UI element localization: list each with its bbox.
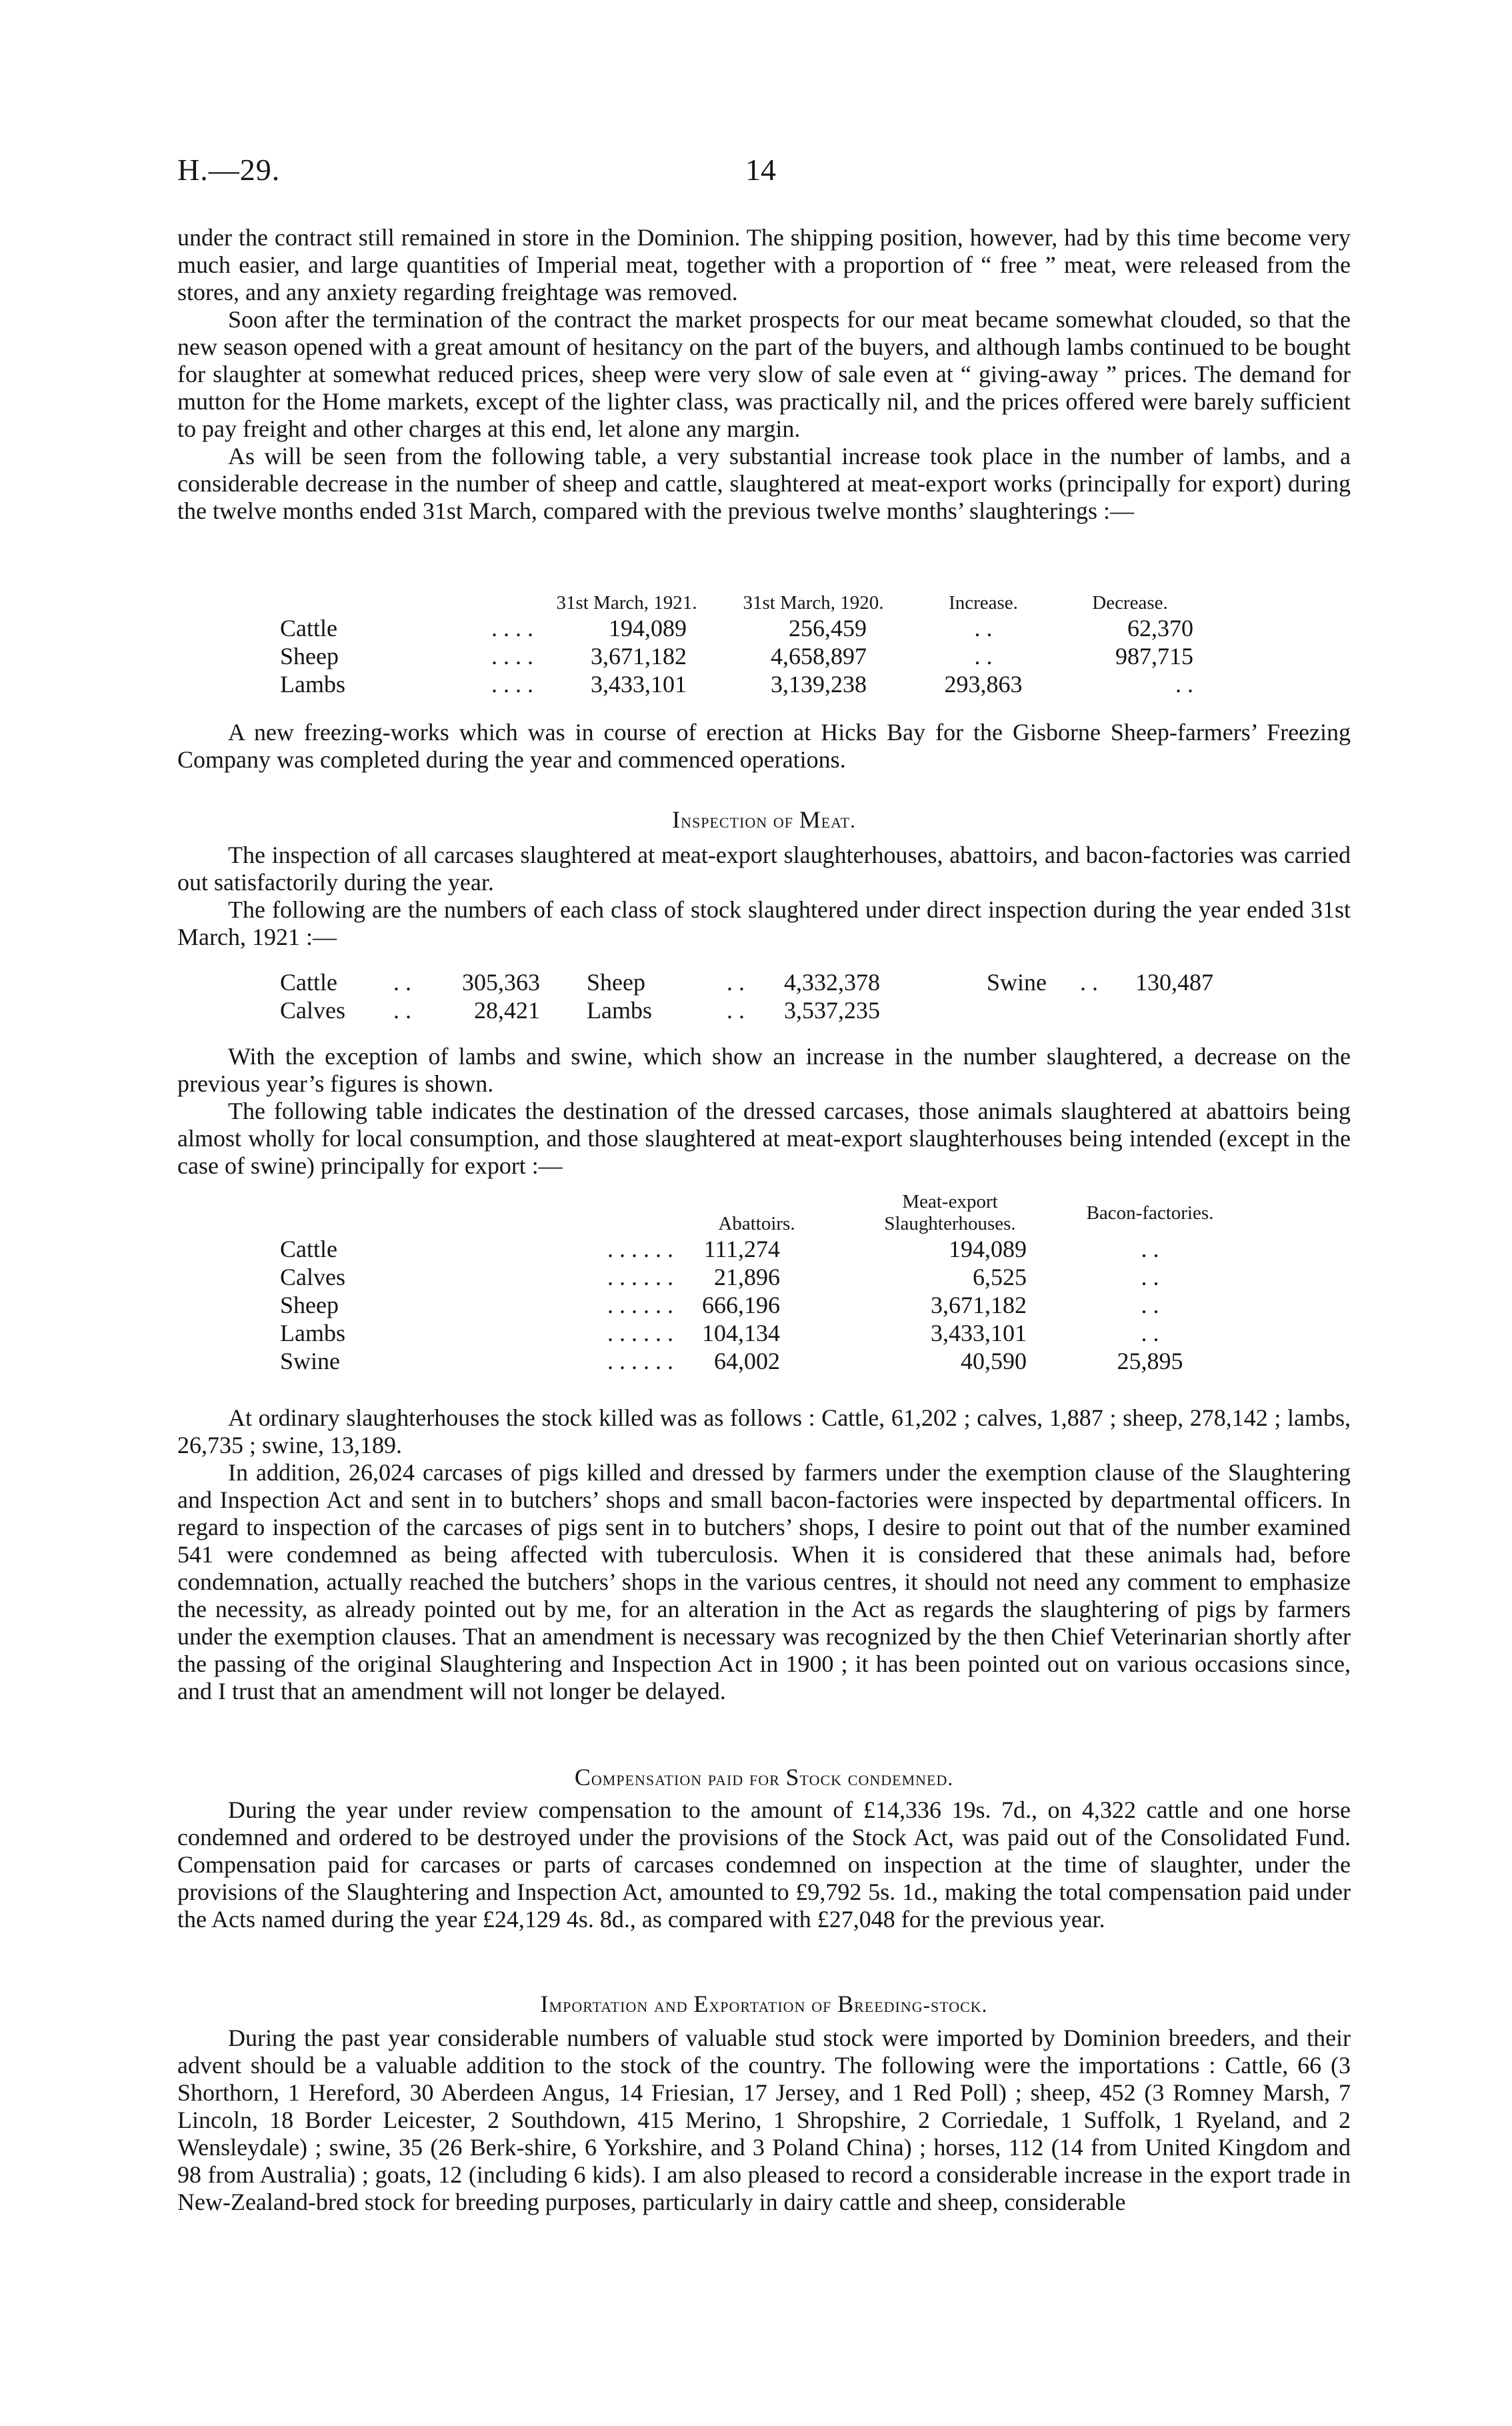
paragraph: At ordinary slaughterhouses the stock killed was as follows : Cattle, 61,202 ; calves, 1,887 ; sheep, 278,142 ; lambs, 26,735 ; swine, 13,189. bbox=[177, 1404, 1351, 1458]
cell-value: . . bbox=[974, 643, 993, 670]
cell-value: 3,537,235 bbox=[784, 997, 880, 1024]
paragraph: The following are the numbers of each class of stock slaughtered under direct inspection during the year ended 31st March, 1921 :— bbox=[177, 896, 1351, 950]
cell-value: . . bbox=[974, 615, 993, 642]
leader-dots: . . bbox=[393, 969, 411, 996]
leader-dots: . . bbox=[1080, 969, 1098, 996]
cell-value: 104,134 bbox=[702, 1320, 780, 1346]
cell-value: 4,658,897 bbox=[771, 643, 867, 670]
row-label: Cattle bbox=[280, 969, 337, 996]
row-label: Cattle bbox=[280, 1236, 337, 1262]
cell-value: 3,139,238 bbox=[771, 671, 867, 698]
cell-value: 305,363 bbox=[462, 969, 540, 996]
table-row bbox=[280, 1347, 1233, 1375]
direct-inspection-table bbox=[280, 968, 1213, 1024]
row-label: Sheep bbox=[280, 643, 339, 670]
table-row bbox=[280, 642, 1207, 670]
column-header: Abattoirs. bbox=[718, 1213, 795, 1234]
cell-value: . . bbox=[1141, 1236, 1159, 1262]
row-label: Lambs bbox=[280, 1320, 345, 1346]
paragraph: During the year under review compensation to the amount of £14,336 19s. 7d., on 4,322 cattle and one horse condemned and ordered to be destroyed under the provisions of the Stock Act, was paid out of the Consolidated Fund. Compensation paid for carcases or parts of carcases condemned on inspection at the time of slaughter, under the provisions of the Slaughtering and Inspection Act, amounted to £9,792 5s. 1d., making the total compensation paid under the Acts named during the year £24,129 4s. 8d., as compared with £27,048 for the previous year. bbox=[177, 1796, 1351, 1933]
paragraph: A new freezing-works which was in course of erection at Hicks Bay for the Gisborne Sheep-farmers’ Freezing Company was completed during the year and commenced operations. bbox=[177, 719, 1351, 773]
cell-value: . . bbox=[1141, 1264, 1159, 1290]
cell-value: 21,896 bbox=[714, 1264, 780, 1290]
table-row bbox=[280, 1263, 1233, 1291]
cell-value: 293,863 bbox=[944, 671, 1023, 698]
row-label: Lambs bbox=[280, 671, 345, 698]
paragraph: under the contract still remained in store in the Dominion. The shipping position, however, had by this time become very much easier, and large quantities of Imperial meat, together with a proportion of “ free ” meat, were released from the stores, and any anxiety regarding freightage was removed. bbox=[177, 224, 1351, 305]
leader-dots: . . bbox=[393, 997, 411, 1024]
cell-value: . . bbox=[1141, 1320, 1159, 1346]
row-label: Swine bbox=[987, 969, 1047, 996]
table-header-row bbox=[280, 1191, 1233, 1235]
column-header: Increase. bbox=[949, 592, 1018, 614]
paragraph: During the past year considerable numbers of valuable stud stock were imported by Dominion breeders, and their advent should be a valuable addition to the stock of the country. The following were the importations : Cattle, 66 (3 Shorthorn, 1 Hereford, 30 Aberdeen Angus, 14 Friesian, 17 Jersey, and 1 Red Poll) ; sheep, 452 (3 Romney Marsh, 7 Lincoln, 18 Border Leicester, 2 Southdown, 415 Merino, 1 Shropshire, 2 Corriedale, 1 Suffolk, 1 Ryeland, and 2 Wensleydale) ; swine, 35 (26 Berk-shire, 6 Yorkshire, and 3 Poland China) ; horses, 112 (14 from United Kingdom and 98 from Australia) ; goats, 12 (including 6 kids). I am also pleased to record a considerable increase in the export trade in New-Zealand-bred stock for breeding purposes, particularly in dairy cattle and sheep, considerable bbox=[177, 2025, 1351, 2215]
cell-value: 3,671,182 bbox=[931, 1292, 1027, 1318]
leader-dots: . . bbox=[727, 969, 745, 996]
cell-value: 3,433,101 bbox=[591, 671, 687, 698]
paragraph: Soon after the termination of the contract the market prospects for our meat became somewhat clouded, so that the new season opened with a great amount of hesitancy on the part of the buyers, and although lambs continued to be bought for slaughter at somewhat reduced prices, sheep were very slow of sale even at “ giving-away ” prices. The demand for mutton for the Home markets, except of the lighter class, was practically nil, and the prices offered were barely sufficient to pay freight and other charges at this end, let alone any margin. bbox=[177, 306, 1351, 442]
paragraph: The inspection of all carcases slaughtered at meat-export slaughterhouses, abattoirs, and bacon-factories was carried out satisfactorily during the year. bbox=[177, 842, 1351, 896]
paragraph: The following table indicates the destination of the dressed carcases, those animals slaughtered at abattoirs being almost wholly for local consumption, and those slaughtered at meat-export slaughterhouses being intended (except in the case of swine) principally for export :— bbox=[177, 1098, 1351, 1179]
cell-value: 64,002 bbox=[714, 1348, 780, 1374]
leader-dots: . . . . . . bbox=[607, 1264, 673, 1290]
cell-value: 6,525 bbox=[973, 1264, 1027, 1290]
column-header: Meat-export Slaughterhouses. bbox=[884, 1191, 1016, 1234]
page-number: 14 bbox=[745, 153, 776, 187]
row-label: Cattle bbox=[280, 615, 337, 642]
table-row bbox=[280, 1235, 1233, 1263]
column-header: Bacon-factories. bbox=[1086, 1202, 1214, 1224]
leader-dots: . . . . bbox=[491, 615, 533, 642]
column-header: 31st March, 1920. bbox=[743, 592, 884, 614]
leader-dots: . . . . . . bbox=[607, 1320, 673, 1346]
cell-value: 256,459 bbox=[789, 615, 867, 642]
table-row bbox=[280, 670, 1207, 698]
cell-value: 3,671,182 bbox=[591, 643, 687, 670]
cell-value: 25,895 bbox=[1117, 1348, 1183, 1374]
cell-value: . . bbox=[1141, 1292, 1159, 1318]
paragraph: As will be seen from the following table, a very substantial increase took place in the number of lambs, and a considerable decrease in the number of sheep and cattle, slaughtered at meat-export works (principally for export) during the twelve months ended 31st March, compared with the previous twelve months’ slaughterings :— bbox=[177, 443, 1351, 524]
table-row bbox=[280, 614, 1207, 642]
table-row bbox=[280, 996, 1213, 1024]
leader-dots: . . . . bbox=[491, 671, 533, 698]
leader-dots: . . . . . . bbox=[607, 1348, 673, 1374]
cell-value: 666,196 bbox=[702, 1292, 780, 1318]
paragraph-block-2 bbox=[177, 719, 1351, 774]
leader-dots: . . . . . . bbox=[607, 1236, 673, 1262]
row-label: Calves bbox=[280, 997, 345, 1024]
paragraph-block-5 bbox=[177, 1404, 1351, 1705]
paragraph-block-4 bbox=[177, 1043, 1351, 1180]
paragraph-block-7 bbox=[177, 2025, 1351, 2216]
paragraph-block-1 bbox=[177, 224, 1351, 525]
section-heading-compensation: Compensation paid for Stock condemned. bbox=[574, 1764, 954, 1790]
cell-value: 194,089 bbox=[949, 1236, 1027, 1262]
row-label: Sheep bbox=[587, 969, 645, 996]
section-heading-importation: Importation and Exportation of Breeding-stock. bbox=[540, 1991, 988, 2017]
cell-value: . . bbox=[1175, 671, 1193, 698]
meat-export-comparison-table bbox=[280, 592, 1207, 698]
document-reference: H.—29. bbox=[177, 153, 281, 187]
row-label: Calves bbox=[280, 1264, 345, 1290]
cell-value: 4,332,378 bbox=[784, 969, 880, 996]
paragraph: With the exception of lambs and swine, which show an increase in the number slaughtered, a decrease on the previous year’s figures is shown. bbox=[177, 1043, 1351, 1097]
paragraph-block-6 bbox=[177, 1796, 1351, 1933]
row-label: Lambs bbox=[587, 997, 652, 1024]
carcase-destination-table bbox=[280, 1191, 1233, 1375]
row-label: Swine bbox=[280, 1348, 340, 1374]
cell-value: 28,421 bbox=[474, 997, 540, 1024]
table-header-row bbox=[280, 592, 1207, 614]
leader-dots: . . bbox=[727, 997, 745, 1024]
cell-value: 130,487 bbox=[1135, 969, 1213, 996]
cell-value: 194,089 bbox=[609, 615, 687, 642]
leader-dots: . . . . . . bbox=[607, 1292, 673, 1318]
table-row bbox=[280, 968, 1213, 996]
paragraph-block-3 bbox=[177, 842, 1351, 951]
cell-value: 3,433,101 bbox=[931, 1320, 1027, 1346]
section-heading-inspection: Inspection of Meat. bbox=[672, 806, 856, 833]
cell-value: 40,590 bbox=[961, 1348, 1027, 1374]
table-row bbox=[280, 1291, 1233, 1319]
cell-value: 62,370 bbox=[1127, 615, 1193, 642]
column-header: Decrease. bbox=[1092, 592, 1168, 614]
cell-value: 111,274 bbox=[703, 1236, 780, 1262]
column-header: 31st March, 1921. bbox=[556, 592, 697, 614]
paragraph: In addition, 26,024 carcases of pigs killed and dressed by farmers under the exemption clause of the Slaughtering and Inspection Act and sent in to butchers’ shops and small bacon-factories were inspected by departmental officers. In regard to inspection of the carcases of pigs sent in to butchers’ shops, I desire to point out that of the number examined 541 were condemned as being affected with tuberculosis. When it is considered that these animals had, before condemnation, actually reached the butchers’ shops in the various centres, it should not need any comment to emphasize the necessity, as already pointed out by me, for an alteration in the Act as regards the slaughtering of pigs by farmers under the exemption clauses. That an amendment is necessary was recognized by the then Chief Veterinarian shortly after the passing of the original Slaughtering and Inspection Act in 1900 ; it has been pointed out on various occasions since, and I trust that an amendment will not longer be delayed. bbox=[177, 1459, 1351, 1704]
cell-value: 987,715 bbox=[1115, 643, 1193, 670]
row-label: Sheep bbox=[280, 1292, 339, 1318]
table-row bbox=[280, 1319, 1233, 1347]
leader-dots: . . . . bbox=[491, 643, 533, 670]
